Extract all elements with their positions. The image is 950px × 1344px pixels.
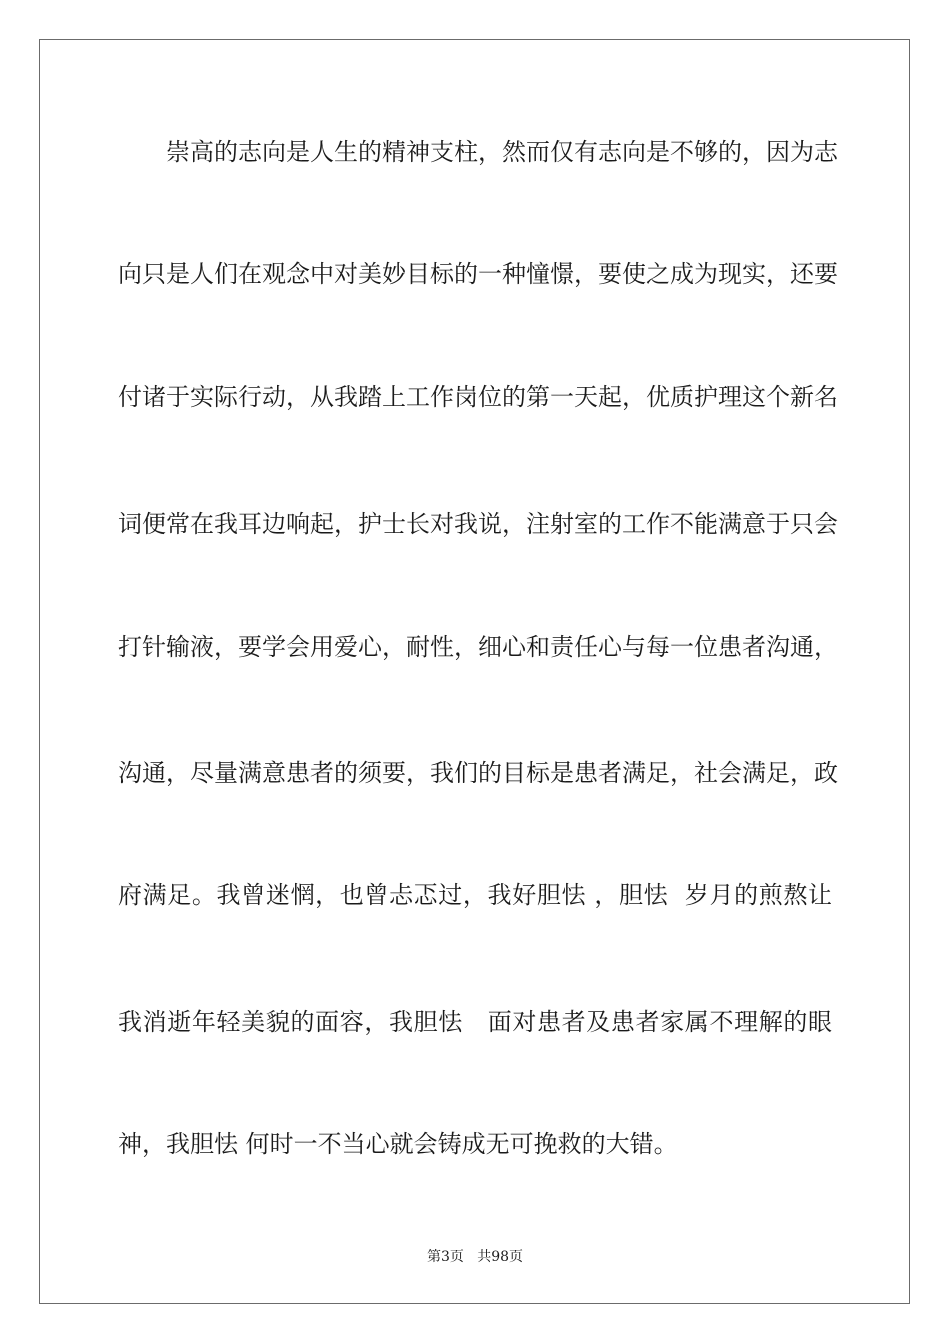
body-text-line: 崇高的志向是人生的精神支柱，然而仅有志向是不够的，因为志 (166, 138, 838, 166)
body-text-line: 词便常在我耳边响起，护士长对我说，注射室的工作不能满意于只会 (118, 510, 838, 538)
body-text-line: 沟通，尽量满意患者的须要，我们的目标是患者满足，社会满足，政 (118, 759, 838, 787)
body-text-line: 神，我胆怯 何时一不当心就会铸成无可挽救的大错。 (118, 1130, 678, 1158)
body-text-line: 府满足。我曾迷惘，也曾忐忑过，我好胆怯 ，胆怯 岁月的煎熬让 (118, 881, 832, 909)
body-text-line: 打针输液，要学会用爱心，耐性，细心和责任心与每一位患者沟通， (118, 633, 838, 661)
body-text-line: 我消逝年轻美貌的面容，我胆怯 面对患者及患者家属不理解的眼 (118, 1008, 832, 1036)
page-number-footer: 第3页 共98页 (426, 1249, 524, 1265)
body-text-line: 向只是人们在观念中对美妙目标的一种憧憬，要使之成为现实，还要 (118, 260, 838, 288)
page-border (39, 39, 910, 1304)
body-text-line: 付诸于实际行动，从我踏上工作岗位的第一天起，优质护理这个新名 (118, 383, 838, 411)
